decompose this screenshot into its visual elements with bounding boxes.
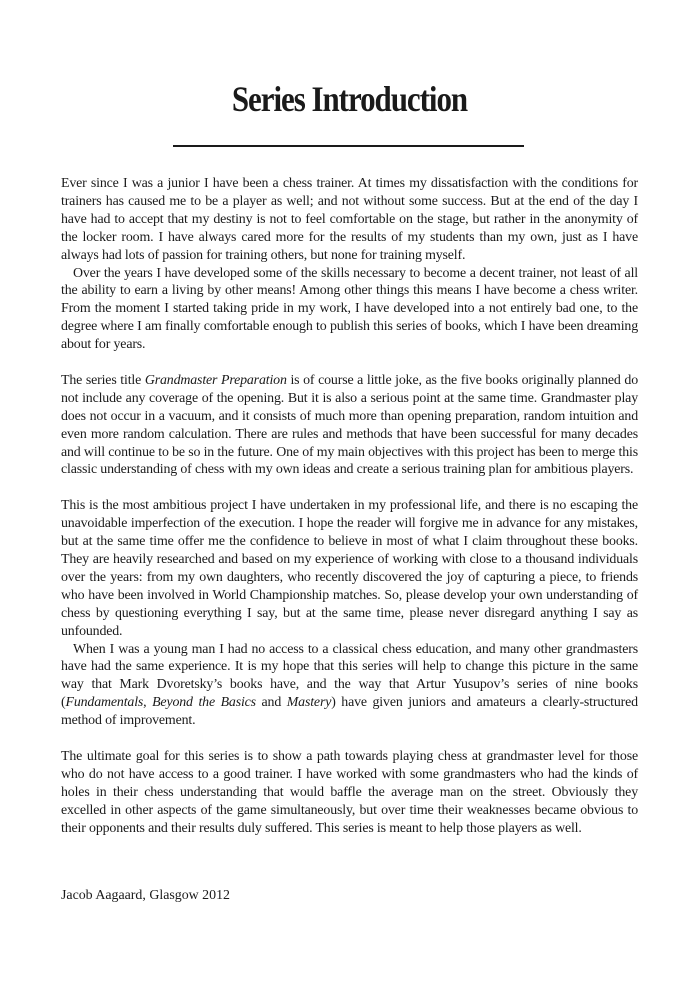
paragraph-5 [61,641,638,731]
paragraph-3 [61,372,638,479]
book-title-mastery: Mastery [286,695,332,711]
paragraph-2: Over the years I have developed some of the skills necessary to become a decent trainer, not least of all the ability to earn a living by other means! Among other things this means I have become a chess writer. From the moment I started taking pride in my work, I have developed into a not entirely bad one, to the degree where I am finally comfortable enough to publish this series of books, which I have been dreaming about for years. [61,265,638,353]
page-title: Series Introduction [231,79,468,119]
title-rule [173,145,524,147]
signature: Jacob Aagaard, Glasgow 2012 [61,888,230,903]
body-text [61,175,638,837]
paragraph-3-start: The series title [61,372,145,388]
paragraph-3-rest: is of course a little joke, as the five books originally planned do not include any coverage of the opening. But it is also a serious point at the same time. Grandmaster play does not occur in a vacuum, and it consists of much more than opening preparation, random intuition and even more random calculation. There are rules and methods that have been successful for many decades and will continue to be so in the future. One of my main objectives with this project has been to merge this classic understanding of chess with my own ideas and create a serious training plan for ambitious players. [61,372,638,478]
paragraph-1: Ever since I was a junior I have been a chess trainer. At times my dissatisfaction with the conditions for trainers has caused me to be a player as well; and not without some success. But at the end of the day I have had to accept that my destiny is not to feel comfortable on the stage, but rather in the anonymity of the locker room. I have always cared more for the results of my students than my own, just as I have always had lots of passion for training others, but none for training myself. [61,176,638,263]
book-title-fundamentals: Fundamentals [65,695,144,711]
book-title-grandmaster-preparation: Grandmaster Preparation [144,372,287,388]
paragraph-5-start: When I was a young man I had no access to a classical chess education, and many other grandmasters have had the same experience. It is my hope that this series will help to change this picture in the same way that Mark Dvoretsky’s books have, and the way that Artur Yusupov’s series of nine books ( [61,641,638,711]
paragraph-5-sep: , [143,695,153,711]
book-title-beyond-the-basics: Beyond the Basics [152,695,256,711]
paragraph-5-and: and [255,695,287,711]
paragraph-6: The ultimate goal for this series is to show a path towards playing chess at grandmaster level for those who do not have access to a good trainer. I have worked with some grandmasters who had the kinds of holes in their chess understanding that would baffle the average man on the street. Obviously they excelled in other aspects of the game simultaneously, but over time their weaknesses became obvious to their opponents and their results duly suffered. This series is meant to help those players as well. [61,748,638,836]
paragraph-5-rest: ) have given juniors and amateurs a clearly-structured method of improvement. [61,695,638,729]
paragraph-4: This is the most ambitious project I have undertaken in my professional life, and there is no escaping the unavoidable imperfection of the execution. I hope the reader will forgive me in advance for any mistakes, but at the same time offer me the confidence to believe in most of what I claim throughout these books. They are heavily researched and based on my experience of working with close to a thousand individuals over the years: from my own daughters, who recently discovered the joy of capturing a piece, to friends who have been involved in World Championship matches. So, please develop your own understanding of chess by questioning everything I say, but at the same time, please never disregard anything I say as unfounded. [61,498,638,639]
